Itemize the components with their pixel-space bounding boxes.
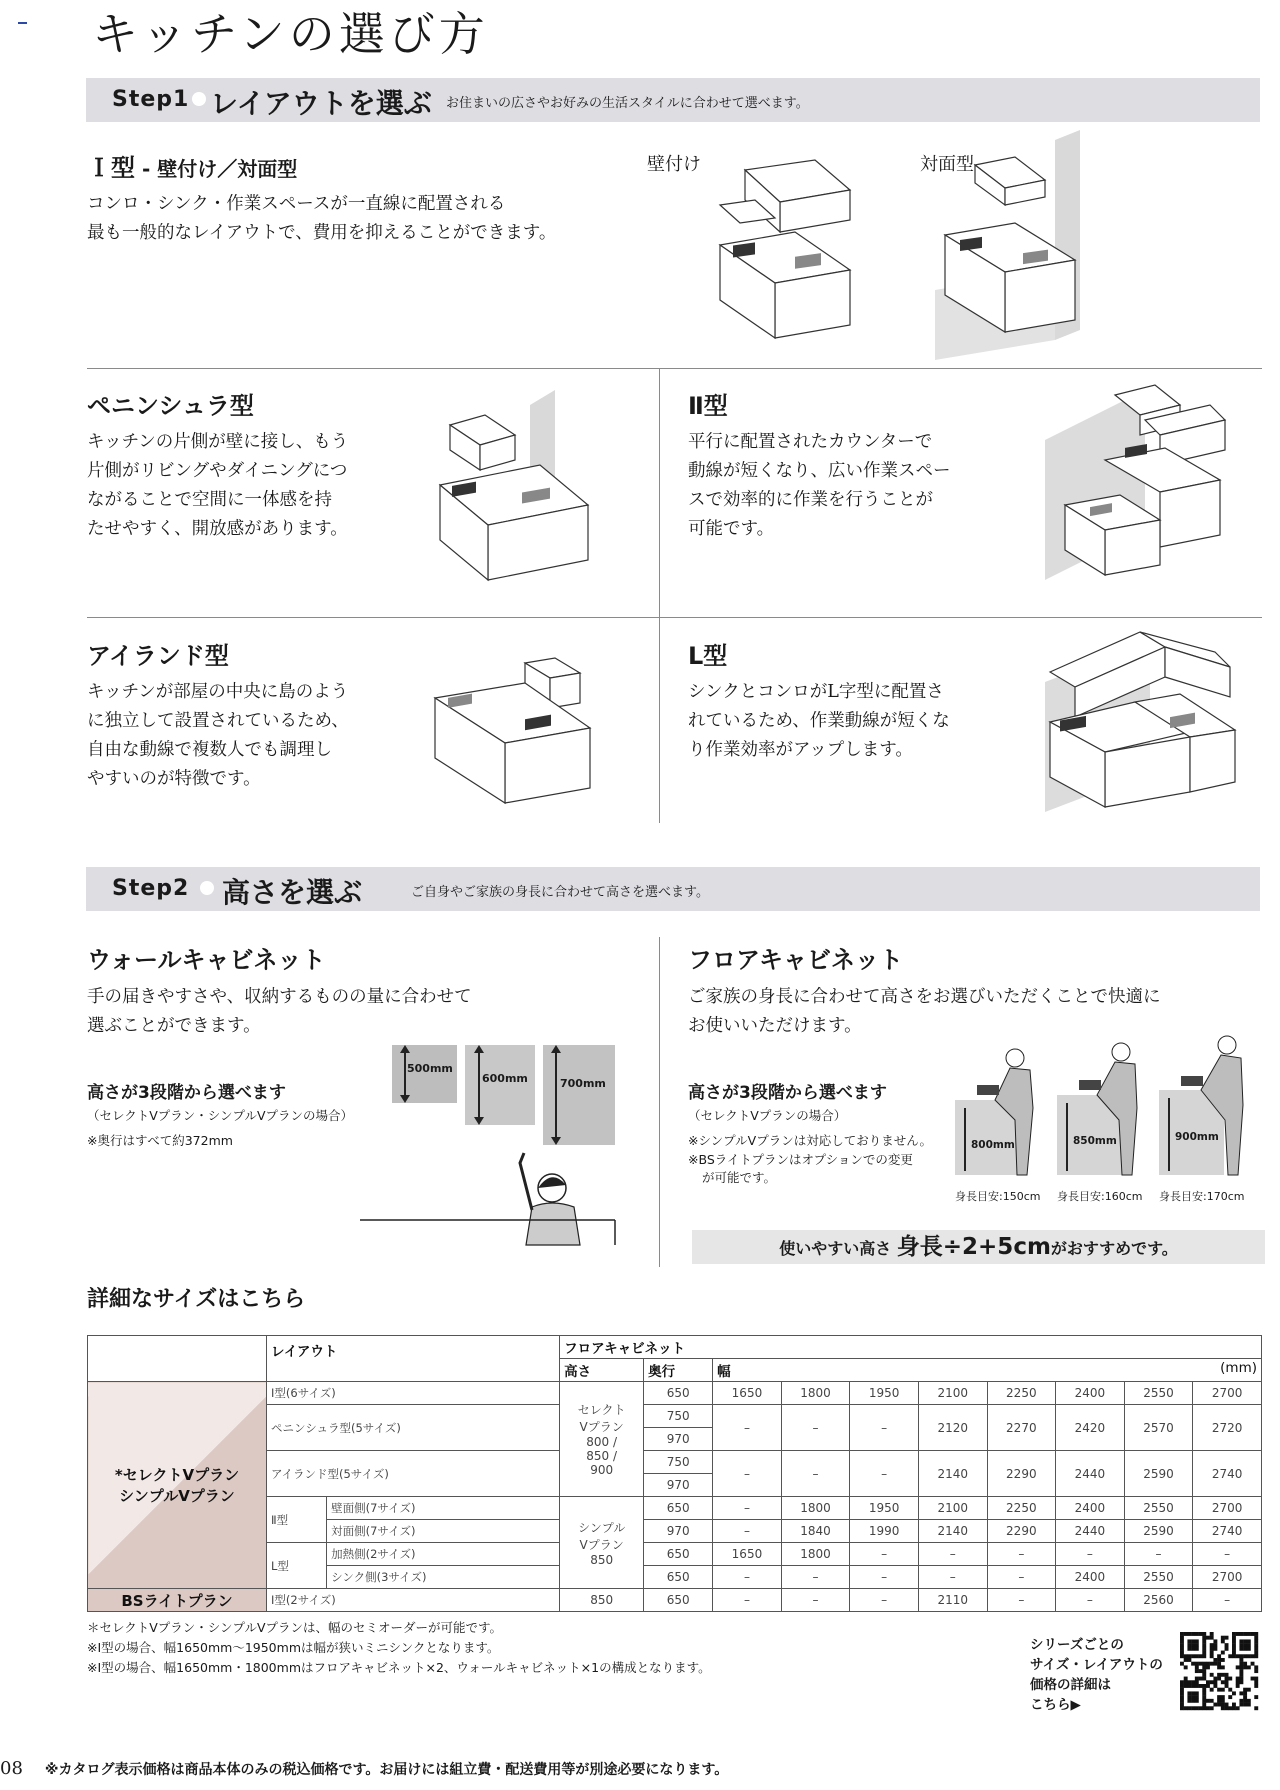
ii-type-title: Ⅱ型: [688, 392, 728, 420]
floor-cabinet-sub: 高さが3段階から選べます: [688, 1083, 887, 1103]
width-cell: 2550: [1124, 1497, 1193, 1520]
width-cell: 1950: [850, 1382, 919, 1405]
depth-cell: 750: [644, 1405, 713, 1428]
floor-cabinet-paren: （セレクトVプランの場合）: [688, 1108, 847, 1123]
header-unit: (mm): [1220, 1360, 1257, 1376]
height-line: Vプラン: [579, 1420, 624, 1434]
width-cell: 1950: [850, 1497, 919, 1520]
width-cell: –: [850, 1589, 919, 1612]
width-cell: 1800: [781, 1497, 850, 1520]
peninsula-desc: [87, 428, 348, 544]
height-line: セレクト: [577, 1403, 626, 1417]
divider: [659, 937, 660, 1267]
table-note: ＊セレクトVプラン・シンプルVプランは、幅のセミオーダーが可能です。: [87, 1620, 503, 1635]
floor-cabinet-note1: ※シンプルVプランは対応しておりません。: [688, 1133, 932, 1148]
depth-cell: 970: [644, 1428, 713, 1451]
layout-cell: アイランド型(5サイズ): [267, 1451, 560, 1497]
island-desc-line: キッチンが部屋の中央に島のよう: [87, 682, 349, 702]
width-cell: –: [918, 1543, 987, 1566]
width-cell: 1800: [781, 1382, 850, 1405]
peninsula-desc-line: 片側がリビングやダイニングにつ: [87, 461, 348, 481]
header-height: 高さ: [560, 1359, 644, 1382]
kitchen-l-type-illustration: [1040, 622, 1260, 822]
header-layout: レイアウト: [267, 1336, 560, 1382]
wall-cabinet-desc-line: 選ぶことができます。: [87, 1016, 261, 1036]
width-cell: –: [918, 1566, 987, 1589]
qr-code[interactable]: [1180, 1632, 1258, 1710]
i-type-desc: [87, 190, 556, 248]
width-cell: 2290: [987, 1451, 1056, 1497]
plan-select-label: *セレクトVプラン: [114, 1466, 240, 1484]
label-face: 対面型: [920, 154, 974, 175]
page-marker: [18, 22, 27, 24]
island-desc-line: やすいのが特徴です。: [87, 769, 261, 789]
i-type-desc-line: コンロ・シンク・作業スペースが一直線に配置される: [87, 194, 506, 214]
height-cell: [560, 1382, 644, 1497]
page-number: 08: [0, 1758, 23, 1779]
width-cell: 2290: [987, 1520, 1056, 1543]
floor-height-900: 900mm: [1175, 1131, 1219, 1143]
peninsula-desc-line: ながることで空間に一体感を持: [87, 490, 332, 510]
kitchen-face-illustration: [960, 135, 1100, 355]
step2-banner: [86, 867, 1260, 911]
step2-title: 高さを選ぶ: [222, 876, 363, 909]
depth-cell: 650: [644, 1497, 713, 1520]
width-cell: 2560: [1124, 1589, 1193, 1612]
layout-sub-cell: 対面側(7サイズ): [327, 1520, 560, 1543]
width-cell: 2720: [1193, 1405, 1262, 1451]
width-cell: 2120: [918, 1405, 987, 1451]
ii-type-desc-line: 可能です。: [688, 519, 775, 539]
divider: [659, 368, 660, 823]
floor-cabinet-note3: が可能です。: [702, 1170, 777, 1185]
table-note: ※Ⅰ型の場合、幅1650mm～1950mmは幅が狭いミニシンクとなります。: [87, 1640, 500, 1655]
i-type-subtitle: - 壁付け／対面型: [135, 157, 298, 181]
header-floor: フロアキャビネット: [560, 1336, 1262, 1359]
floor-cabinet-desc-line: ご家族の身長に合わせて高さをお選びいただくことで快適に: [688, 987, 1161, 1007]
width-cell: –: [987, 1543, 1056, 1566]
layout-cell: Ⅱ型: [267, 1497, 327, 1543]
corner-cell: [88, 1336, 267, 1382]
plan-select-cell: [88, 1382, 267, 1589]
peninsula-title: ペニンシュラ型: [87, 392, 254, 420]
width-cell: –: [987, 1566, 1056, 1589]
width-cell: –: [713, 1589, 782, 1612]
width-cell: 2440: [1056, 1520, 1125, 1543]
step1-label: Step1: [112, 87, 190, 112]
width-cell: 2700: [1193, 1497, 1262, 1520]
width-cell: –: [1056, 1543, 1125, 1566]
rec-post: がおすすめです。: [1050, 1239, 1178, 1258]
height-guide-170: 身長目安:170cm: [1159, 1190, 1245, 1203]
height-guide-160: 身長目安:160cm: [1057, 1190, 1143, 1203]
size-table: [87, 1335, 1262, 1612]
height-cell: 850: [560, 1589, 644, 1612]
depth-cell: 650: [644, 1382, 713, 1405]
width-cell: 1650: [713, 1543, 782, 1566]
footer-note: ※カタログ表示価格は商品本体のみの税込価格です。お届けには組立費・配送費用等が別途必要になります。: [44, 1762, 729, 1778]
width-cell: 2110: [918, 1589, 987, 1612]
rec-formula: 身長÷2+5cm: [896, 1234, 1051, 1260]
floor-cabinet-height-illustration: [955, 1040, 1265, 1190]
width-cell: 2570: [1124, 1405, 1193, 1451]
step1-banner: [86, 78, 1260, 122]
height-line: 850: [590, 1552, 614, 1567]
table-row: [88, 1589, 1262, 1612]
wall-cabinet-desc: [87, 983, 472, 1041]
width-cell: 1840: [781, 1520, 850, 1543]
rec-pre: 使いやすい高さ: [779, 1239, 897, 1258]
table-row: [88, 1382, 1262, 1405]
width-cell: 2400: [1056, 1566, 1125, 1589]
island-title: アイランド型: [87, 642, 229, 670]
recommended-height-banner: [692, 1230, 1265, 1264]
island-desc-line: 自由な動線で複数人でも調理し: [87, 740, 332, 760]
width-cell: 2140: [918, 1520, 987, 1543]
width-cell: 2740: [1193, 1451, 1262, 1497]
wall-height-500: 500mm: [407, 1062, 453, 1075]
table-note: ※Ⅰ型の場合、幅1650mm・1800mmはフロアキャビネット×2、ウォールキャビネット×1の構成となります。: [87, 1660, 711, 1675]
step2-note: ご自身やご家族の身長に合わせて高さを選べます。: [411, 885, 709, 900]
layout-cell: Ⅰ型(6サイズ): [267, 1382, 560, 1405]
depth-cell: 750: [644, 1451, 713, 1474]
width-cell: 2590: [1124, 1520, 1193, 1543]
qr-caption-line: サイズ・レイアウトの: [1030, 1657, 1163, 1673]
width-cell: –: [781, 1405, 850, 1451]
step1-title: レイアウトを選ぶ: [210, 87, 432, 120]
height-line: Vプラン: [579, 1537, 624, 1552]
width-cell: 2400: [1056, 1497, 1125, 1520]
header-depth: 奥行: [644, 1359, 713, 1382]
qr-caption-line: こちら▶: [1030, 1697, 1081, 1713]
width-cell: 2270: [987, 1405, 1056, 1451]
wall-cabinet-paren: （セレクトVプラン・シンプルVプランの場合）: [87, 1108, 354, 1123]
width-cell: 2700: [1193, 1566, 1262, 1589]
width-cell: –: [850, 1451, 919, 1497]
wall-cabinet-sub: 高さが3段階から選べます: [87, 1083, 286, 1103]
wall-height-700: 700mm: [560, 1077, 606, 1090]
step2-dot: [200, 881, 214, 895]
width-cell: –: [1193, 1543, 1262, 1566]
width-cell: 2250: [987, 1497, 1056, 1520]
height-line: シンプル: [578, 1520, 626, 1535]
step1-note: お住まいの広さやお好みの生活スタイルに合わせて選べます。: [446, 96, 809, 111]
island-desc-line: に独立して設置されているため、: [87, 711, 349, 731]
kitchen-ii-type-illustration: [1045, 380, 1245, 595]
kitchen-wall-illustration: [715, 160, 875, 350]
width-cell: 2550: [1124, 1382, 1193, 1405]
width-cell: –: [713, 1451, 782, 1497]
floor-cabinet-title: フロアキャビネット: [688, 946, 904, 974]
header-width-cell: [713, 1359, 1262, 1382]
height-guide-150: 身長目安:150cm: [955, 1190, 1041, 1203]
ii-type-desc-line: 動線が短くなり、広い作業スペー: [688, 461, 951, 481]
floor-cabinet-desc: [688, 983, 1161, 1041]
header-width: 幅: [717, 1364, 731, 1380]
width-cell: –: [1124, 1543, 1193, 1566]
i-type-title: Ｉ型: [87, 154, 135, 182]
width-cell: –: [713, 1566, 782, 1589]
floor-cabinet-note2: ※BSライトプランはオプションでの変更: [688, 1152, 913, 1167]
plan-bs-label: BSライトプラン: [88, 1589, 267, 1612]
divider: [87, 617, 1262, 618]
height-line: 900: [590, 1463, 614, 1477]
island-desc: [87, 678, 349, 794]
wall-cabinet-title: ウォールキャビネット: [87, 946, 326, 974]
kitchen-island-illustration: [430, 648, 610, 818]
plan-simple-label: シンプルVプラン: [119, 1487, 235, 1505]
height-line: 850 /: [586, 1449, 618, 1463]
layout-cell: ペニンシュラ型(5サイズ): [267, 1405, 560, 1451]
kitchen-peninsula-illustration: [440, 380, 620, 600]
width-cell: 1650: [713, 1382, 782, 1405]
width-cell: –: [850, 1405, 919, 1451]
floor-height-800: 800mm: [971, 1139, 1015, 1151]
width-cell: 2400: [1056, 1382, 1125, 1405]
width-cell: 2420: [1056, 1405, 1125, 1451]
width-cell: 2550: [1124, 1566, 1193, 1589]
width-cell: –: [713, 1520, 782, 1543]
table-notes: [87, 1618, 711, 1678]
width-cell: –: [781, 1451, 850, 1497]
width-cell: 1990: [850, 1520, 919, 1543]
ii-type-desc: [688, 428, 951, 544]
i-type-desc-line: 最も一般的なレイアウトで、費用を抑えることができます。: [87, 223, 557, 243]
width-cell: –: [1056, 1589, 1125, 1612]
floor-cabinet-desc-line: お使いいただけます。: [688, 1016, 862, 1036]
width-cell: 2140: [918, 1451, 987, 1497]
l-type-desc-line: シンクとコンロがL字型に配置さ: [688, 682, 944, 702]
width-cell: –: [850, 1566, 919, 1589]
width-cell: 1800: [781, 1543, 850, 1566]
divider: [87, 368, 1262, 369]
l-type-title: L型: [688, 642, 728, 670]
qr-caption-line: 価格の詳細は: [1030, 1677, 1111, 1693]
qr-caption-line: シリーズごとの: [1030, 1637, 1124, 1653]
depth-cell: 650: [644, 1543, 713, 1566]
peninsula-desc-line: キッチンの片側が壁に接し、もう: [87, 432, 349, 452]
step2-label: Step2: [112, 876, 190, 901]
width-cell: –: [713, 1405, 782, 1451]
label-wall: 壁付け: [647, 154, 701, 175]
width-cell: –: [1193, 1589, 1262, 1612]
ii-type-desc-line: 平行に配置されたカウンターで: [688, 432, 933, 452]
layout-cell: Ⅰ型(2サイズ): [267, 1589, 560, 1612]
wall-height-600: 600mm: [482, 1072, 528, 1085]
width-cell: 2740: [1193, 1520, 1262, 1543]
depth-cell: 970: [644, 1474, 713, 1497]
layout-sub-cell: 加熱側(2サイズ): [327, 1543, 560, 1566]
ii-type-desc-line: スで効率的に作業を行うことが: [688, 490, 933, 510]
l-type-desc-line: り作業効率がアップします。: [688, 740, 913, 760]
height-cell: [560, 1497, 644, 1589]
peninsula-desc-line: たせやすく、開放感があります。: [87, 519, 348, 539]
layout-sub-cell: 壁面側(7サイズ): [327, 1497, 560, 1520]
width-cell: –: [987, 1589, 1056, 1612]
width-cell: 2250: [987, 1382, 1056, 1405]
width-cell: 2440: [1056, 1451, 1125, 1497]
wall-cabinet-desc-line: 手の届きやすさや、収納するものの量に合わせて: [87, 987, 472, 1007]
width-cell: 2700: [1193, 1382, 1262, 1405]
floor-height-850: 850mm: [1073, 1135, 1117, 1147]
width-cell: –: [713, 1497, 782, 1520]
l-type-desc: [688, 678, 950, 765]
wall-cabinet-depth: ※奥行はすべて約372mm: [87, 1133, 233, 1148]
depth-cell: 650: [644, 1566, 713, 1589]
width-cell: –: [781, 1589, 850, 1612]
width-cell: 2100: [918, 1497, 987, 1520]
page-footer: [0, 1758, 728, 1779]
qr-caption: [1030, 1635, 1163, 1715]
l-type-desc-line: れているため、作業動線が短くな: [688, 711, 950, 731]
width-cell: 2590: [1124, 1451, 1193, 1497]
width-cell: –: [781, 1566, 850, 1589]
size-table-heading: 詳細なサイズはこちら: [87, 1287, 306, 1312]
width-cell: –: [850, 1543, 919, 1566]
depth-cell: 970: [644, 1520, 713, 1543]
layout-sub-cell: シンク側(3サイズ): [327, 1566, 560, 1589]
i-type-heading: [87, 148, 297, 183]
width-cell: 2100: [918, 1382, 987, 1405]
page-title: キッチンの選び方: [92, 7, 489, 61]
height-line: 800 /: [586, 1435, 618, 1449]
layout-cell: L型: [267, 1543, 327, 1589]
depth-cell: 650: [644, 1589, 713, 1612]
step1-dot: [192, 92, 206, 106]
